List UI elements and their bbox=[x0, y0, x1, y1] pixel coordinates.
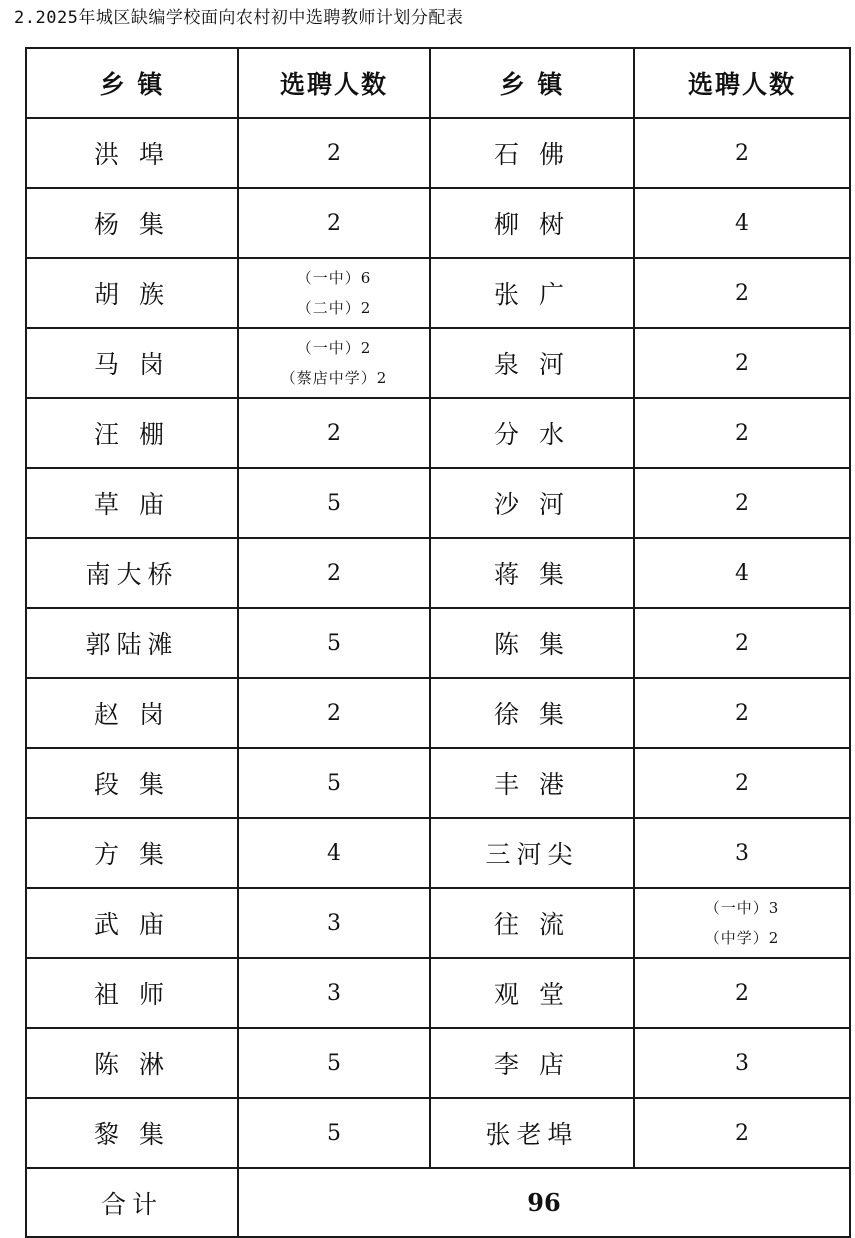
table-row bbox=[26, 888, 850, 958]
header-count-left: 选聘人数 bbox=[238, 48, 430, 118]
recruit-count-right: 2 bbox=[634, 678, 850, 748]
town-name-right: 丰 港 bbox=[430, 748, 634, 818]
total-row bbox=[26, 1168, 850, 1237]
recruit-count-line: （中学）2 bbox=[704, 929, 780, 947]
recruit-count-right: 2 bbox=[634, 258, 850, 328]
recruit-count-left: 5 bbox=[238, 608, 430, 678]
recruit-count-line: （一中）3 bbox=[704, 899, 780, 917]
recruit-count-right: 2 bbox=[634, 748, 850, 818]
recruit-count-left: 5 bbox=[238, 468, 430, 538]
allocation-table bbox=[25, 47, 851, 1238]
town-name-right: 柳 树 bbox=[430, 188, 634, 258]
town-name-left: 祖 师 bbox=[26, 958, 238, 1028]
recruit-count-right: 3 bbox=[634, 818, 850, 888]
recruit-count-left: 3 bbox=[238, 888, 430, 958]
table-row bbox=[26, 1028, 850, 1098]
town-name-left: 草 庙 bbox=[26, 468, 238, 538]
recruit-count-right: 2 bbox=[634, 468, 850, 538]
recruit-count-right bbox=[634, 888, 850, 958]
town-name-right: 徐 集 bbox=[430, 678, 634, 748]
recruit-count-left: 2 bbox=[238, 398, 430, 468]
table-row bbox=[26, 1098, 850, 1168]
recruit-count-left bbox=[238, 258, 430, 328]
town-name-left: 黎 集 bbox=[26, 1098, 238, 1168]
recruit-count-right: 2 bbox=[634, 1098, 850, 1168]
town-name-right: 泉 河 bbox=[430, 328, 634, 398]
recruit-count-line: （一中）6 bbox=[296, 269, 372, 287]
table-row bbox=[26, 328, 850, 398]
town-name-left: 段 集 bbox=[26, 748, 238, 818]
town-name-right: 石 佛 bbox=[430, 118, 634, 188]
town-name-right: 张 广 bbox=[430, 258, 634, 328]
table-row bbox=[26, 538, 850, 608]
recruit-count-left: 2 bbox=[238, 538, 430, 608]
town-name-right: 张老埠 bbox=[430, 1098, 634, 1168]
total-value: 96 bbox=[238, 1168, 850, 1237]
town-name-left: 郭陆滩 bbox=[26, 608, 238, 678]
recruit-count-line: （一中）2 bbox=[296, 339, 372, 357]
town-name-right: 沙 河 bbox=[430, 468, 634, 538]
total-label: 合计 bbox=[26, 1168, 238, 1237]
town-name-right: 蒋 集 bbox=[430, 538, 634, 608]
header-town-left: 乡 镇 bbox=[26, 48, 238, 118]
recruit-count-left: 2 bbox=[238, 118, 430, 188]
town-name-left: 武 庙 bbox=[26, 888, 238, 958]
recruit-count-right: 2 bbox=[634, 328, 850, 398]
town-name-right: 观 堂 bbox=[430, 958, 634, 1028]
town-name-left: 汪 棚 bbox=[26, 398, 238, 468]
header-row bbox=[26, 48, 850, 118]
table-row bbox=[26, 398, 850, 468]
table-row bbox=[26, 678, 850, 748]
town-name-left: 陈 淋 bbox=[26, 1028, 238, 1098]
town-name-right: 陈 集 bbox=[430, 608, 634, 678]
recruit-count-line: （蔡店中学）2 bbox=[280, 369, 388, 387]
table-row bbox=[26, 608, 850, 678]
town-name-right: 李 店 bbox=[430, 1028, 634, 1098]
town-name-right: 三河尖 bbox=[430, 818, 634, 888]
table-body bbox=[26, 48, 850, 1237]
recruit-count-left: 5 bbox=[238, 748, 430, 818]
recruit-count-right: 3 bbox=[634, 1028, 850, 1098]
table-row bbox=[26, 818, 850, 888]
town-name-left: 胡 族 bbox=[26, 258, 238, 328]
table-row bbox=[26, 188, 850, 258]
town-name-left: 赵 岗 bbox=[26, 678, 238, 748]
table-row bbox=[26, 958, 850, 1028]
header-town-right: 乡 镇 bbox=[430, 48, 634, 118]
town-name-left: 方 集 bbox=[26, 818, 238, 888]
recruit-count-left: 2 bbox=[238, 188, 430, 258]
table-row bbox=[26, 258, 850, 328]
recruit-count-left: 2 bbox=[238, 678, 430, 748]
recruit-count-right: 4 bbox=[634, 538, 850, 608]
document-title: 2.2025年城区缺编学校面向农村初中选聘教师计划分配表 bbox=[14, 8, 464, 28]
town-name-right: 分 水 bbox=[430, 398, 634, 468]
town-name-left: 杨 集 bbox=[26, 188, 238, 258]
table-row bbox=[26, 748, 850, 818]
recruit-count-right: 2 bbox=[634, 398, 850, 468]
recruit-count-right: 4 bbox=[634, 188, 850, 258]
recruit-count-line: （二中）2 bbox=[296, 299, 372, 317]
table-row bbox=[26, 118, 850, 188]
recruit-count-right: 2 bbox=[634, 118, 850, 188]
recruit-count-left: 4 bbox=[238, 818, 430, 888]
recruit-count-left: 3 bbox=[238, 958, 430, 1028]
recruit-count-left: 5 bbox=[238, 1098, 430, 1168]
town-name-left: 马 岗 bbox=[26, 328, 238, 398]
header-count-right: 选聘人数 bbox=[634, 48, 850, 118]
town-name-right: 往 流 bbox=[430, 888, 634, 958]
recruit-count-right: 2 bbox=[634, 608, 850, 678]
table-row bbox=[26, 468, 850, 538]
recruit-count-left bbox=[238, 328, 430, 398]
recruit-count-right: 2 bbox=[634, 958, 850, 1028]
town-name-left: 南大桥 bbox=[26, 538, 238, 608]
town-name-left: 洪 埠 bbox=[26, 118, 238, 188]
recruit-count-left: 5 bbox=[238, 1028, 430, 1098]
